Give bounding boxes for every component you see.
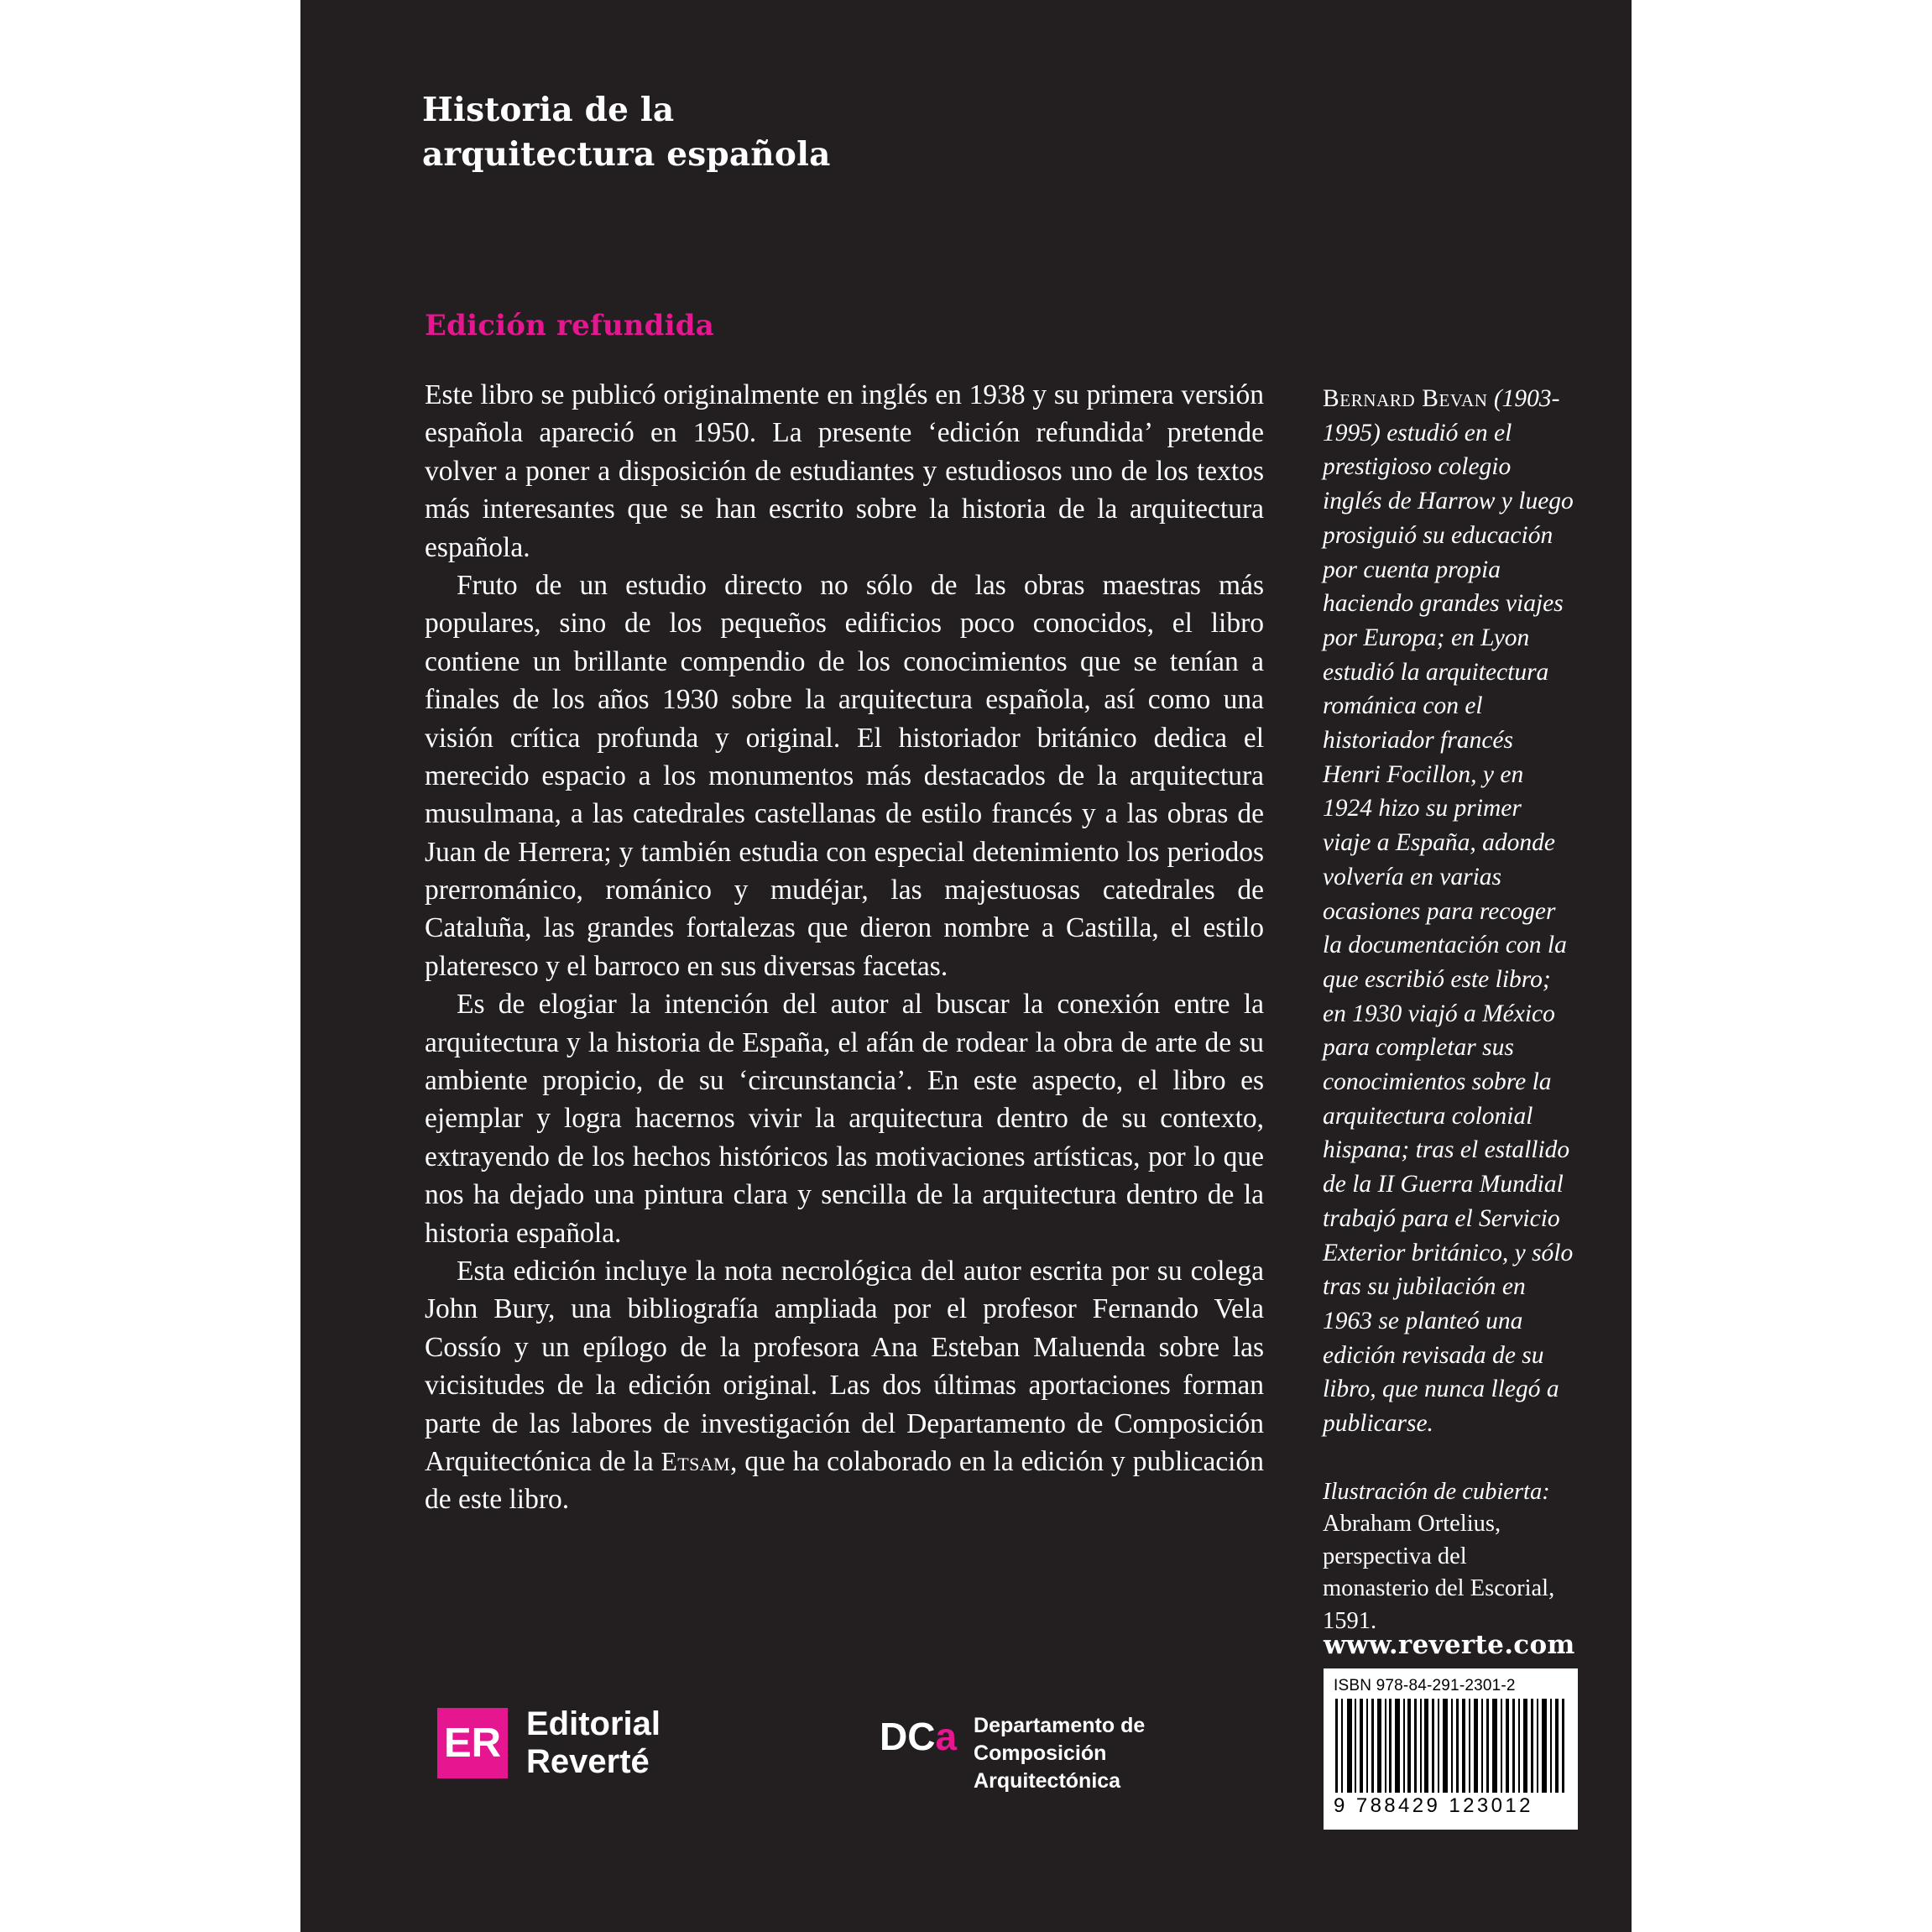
er-monogram-icon: ER (437, 1708, 508, 1778)
side-column (1323, 382, 1574, 1637)
author-name: Bernard Bevan (1323, 385, 1488, 412)
cover-illustration-credit (1323, 1476, 1574, 1637)
publisher-logo-line-2: Reverté (526, 1742, 650, 1780)
book-title (422, 88, 1177, 176)
edition-subtitle: Edición refundida (425, 309, 714, 342)
etsam-acronym: Etsam (661, 1446, 730, 1476)
blurb-paragraph-2: Fruto de un estudio directo no sólo de las obras maestras más populares, sino de los pequeños edificios poco conocidos, el libro contiene un brillante compendio de los conocimientos que se tenían a finales de los años 1930 sobre la arquitectura española, así como una visión crítica profunda y original. El historiador británico dedica el merecido espacio a los monumentos más destacados de la arquitectura musulmana, a las catedrales castellanas de estilo francés y a las obras de Juan de Herrera; y también estudia con especial detenimiento los periodos prerrománico, románico y mudéjar, las majestuosas catedrales de Cataluña, las grandes fortalezas que dieron nombre a Castilla, el estilo plateresco y el barroco en sus diversas facetas. (425, 569, 1264, 982)
dca-mark-dc: DC (880, 1715, 936, 1758)
publisher-logo (437, 1705, 661, 1781)
blurb-paragraph-4 (425, 1252, 1264, 1519)
cover-illustration-label: Ilustración de cubierta: (1323, 1478, 1550, 1505)
blurb-paragraph-4-part-2: , que ha colaborado en la edición y publicación de este libro. (425, 1445, 1264, 1516)
department-logo-line-1: Departamento de (974, 1714, 1146, 1737)
barcode-bars (1334, 1699, 1568, 1793)
barcode-digits: 9 788429 123012 (1334, 1794, 1533, 1817)
book-back-cover (300, 0, 1632, 1932)
cover-illustration-text: Abraham Ortelius, perspectiva del monasterio del Escorial, 1591. (1323, 1511, 1555, 1634)
isbn-label: ISBN 978-84-291-2301-2 (1334, 1677, 1516, 1694)
publisher-logo-text (526, 1705, 661, 1781)
author-biography (1323, 382, 1574, 1441)
blurb-paragraph-1: Este libro se publicó originalmente en inglés en 1938 y su primera versión española apareció en 1950. La presente ‘edición refundida’ pretende volver a poner a disposición de estudiantes y estudiosos uno de los textos más interesantes que se han escrito sobre la historia de la arquitectura española. (425, 379, 1264, 563)
department-logo-line-3: Arquitectónica (974, 1769, 1121, 1793)
blurb-text (425, 376, 1264, 1519)
publisher-logo-line-1: Editorial (526, 1705, 661, 1742)
blurb-paragraph-4-part-1: Esta edición incluye la nota necrológica del autor escrita por su colega John Bury, una bibliografía ampliada por el profesor Fernando Vela Cossío y un epílogo de la profesora Ana Esteban Maluenda sobre las vicisitudes de la edición original. Las dos últimas aportaciones forman parte de las labores de investigación del Departamento de Composición Arquitectónica de la (425, 1255, 1264, 1477)
dca-mark-a: a (935, 1715, 958, 1758)
department-logo-line-2: Composición (974, 1741, 1107, 1765)
dca-monogram-icon (880, 1712, 957, 1756)
department-logo-text (974, 1712, 1145, 1795)
barcode (1324, 1668, 1578, 1830)
blurb-paragraph-3: Es de elogiar la intención del autor al buscar la conexión entre la arquitectura y la historia de España, el afán de rodear la obra de arte de su ambiente propicio, de su ‘circunstancia’. En este aspecto, el libro es ejemplar y logra hacernos vivir la arquitectura dentro de su contexto, extrayendo de los hechos históricos las motivaciones artísticas, por lo que nos ha dejado una pintura clara y sencilla de la arquitectura dentro de la historia española. (425, 989, 1264, 1249)
department-logo (880, 1712, 1145, 1795)
publisher-website[interactable]: www.reverte.com (1324, 1630, 1575, 1660)
book-title-line-2: arquitectura española (422, 134, 831, 174)
book-title-line-1: Historia de la (422, 91, 675, 129)
author-bio-text: (1903-1995) estudió en el prestigioso colegio inglés de Harrow y luego prosiguió su educación por cuenta propia haciendo grandes viajes por Europa; en Lyon estudió la arquitectura románica con el historiador francés Henri Focillon, y en 1924 hizo su primer viaje a España, adonde volvería en varias ocasiones para recoger la documentación con la que escribió este libro; en 1930 viajó a México para completar sus conocimientos sobre la arquitectura colonial hispana; tras el estallido de la II Guerra Mundial trabajó para el Servicio Exterior británico, y sólo tras su jubilación en 1963 se planteó una edición revisada de su libro, que nunca llegó a publicarse. (1323, 385, 1574, 1438)
